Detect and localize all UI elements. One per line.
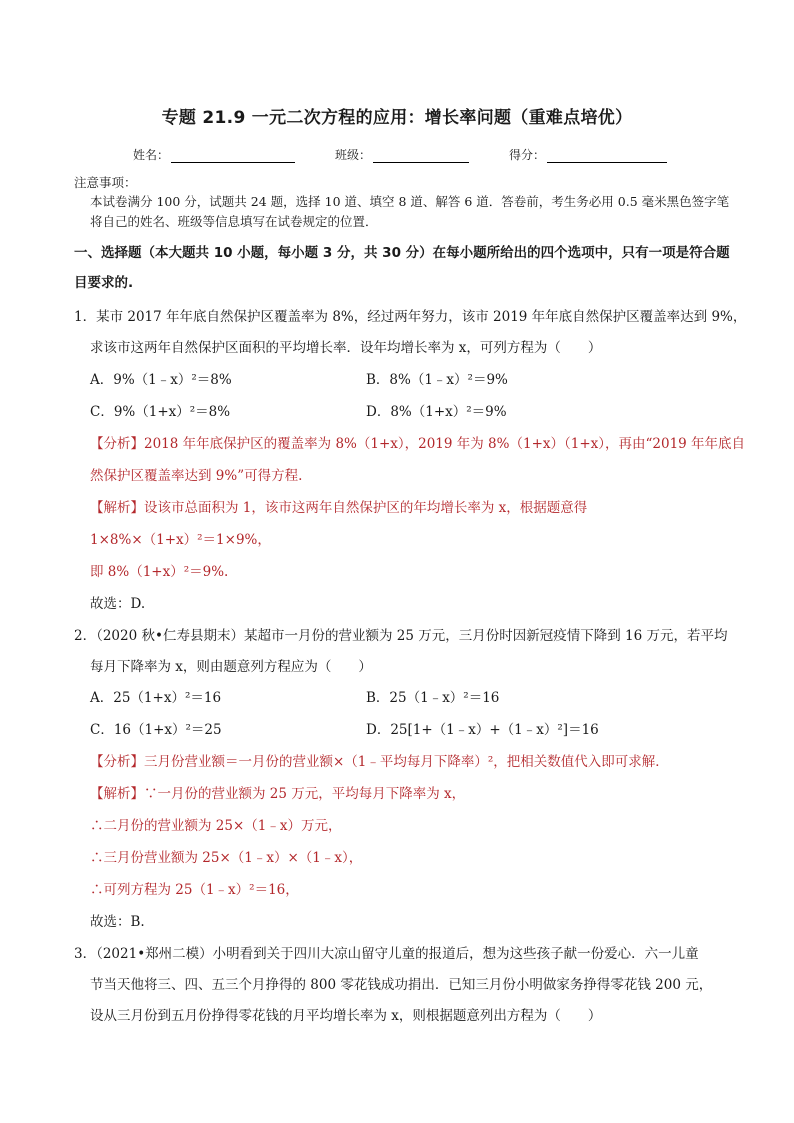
section-heading: 一、选择题（本大题共 10 小题，每小题 3 分，共 30 分）在每小题所给出的四个选项中，只有一项是符合题目要求的. (74, 245, 730, 291)
score-blank[interactable] (547, 150, 667, 163)
q3-stem-line2: 节当天他将三、四、五三个月挣得的 800 零花钱成功捐出．已知三月份小明做家务挣得零花钱 200 元， (90, 977, 713, 993)
analysis-tag: 【分析】 (90, 754, 144, 770)
q2-option-d: D．25[1+（1﹣x）+（1﹣x）²]＝16 (366, 722, 599, 738)
solution-tag: 【解析】 (90, 786, 144, 802)
q1-option-a: A．9%（1﹣x）²＝8% (90, 372, 232, 388)
name-blank[interactable] (171, 150, 295, 163)
score-group (509, 146, 667, 163)
q3-stem-line3: 设从三月份到五月份挣得零花钱的月平均增长率为 x，则根据题意列出方程为（ ） (90, 1008, 602, 1024)
q2-stem-line2: 每月下降率为 x，则由题意列方程应为（ ） (90, 659, 372, 675)
notes-title: 注意事项： (74, 175, 137, 190)
q1-option-d: D．8%（1+x）²＝9% (366, 404, 507, 420)
q1-analysis-line2: 然保护区覆盖率达到 9%”可得方程. (90, 468, 303, 484)
class-blank[interactable] (373, 150, 469, 163)
q1-analysis-line1 (90, 432, 745, 452)
q1-solution-line3: 即 8%（1+x）²＝9%. (90, 564, 229, 580)
solution-tag: 【解析】 (90, 500, 144, 516)
q2-option-c: C．16（1+x）²＝25 (90, 722, 222, 738)
q1-answer: 故选：D. (90, 596, 146, 612)
q1-stem-line2: 求该市这两年自然保护区面积的平均增长率．设年均增长率为 x，可列方程为（ ） (90, 340, 602, 356)
q2-solution-line4: ∴可列方程为 25（1﹣x）²＝16， (90, 882, 299, 898)
score-label: 得分： (509, 148, 546, 162)
page-title: 专题 21.9 一元二次方程的应用：增长率问题（重难点培优） (161, 108, 633, 128)
q2-solution-line3: ∴三月份营业额为 25×（1﹣x）×（1﹣x）， (90, 850, 363, 866)
student-info-row (133, 146, 707, 163)
q1-analysis-text: 2018 年年底保护区的覆盖率为 8%（1+x），2019 年为 8%（1+x）（1+x），再由“2019 年年底自 (144, 436, 746, 452)
analysis-tag: 【分析】 (90, 436, 144, 452)
q2-analysis-text: 三月份营业额＝一月份的营业额×（1﹣平均每月下降率）²，把相关数值代入即可求解． (144, 754, 669, 770)
name-group (133, 146, 295, 163)
q3-stem-line1: 3．（2021•郑州二模）小明看到关于四川大凉山留守儿童的报道后，想为这些孩子献一份爱心．六一儿童 (74, 946, 699, 962)
q2-solution-text: ∵一月份的营业额为 25 万元，平均每月下降率为 x， (144, 786, 466, 802)
q2-answer: 故选：B. (90, 914, 145, 930)
q1-stem-line1: 1．某市 2017 年年底自然保护区覆盖率为 8%，经过两年努力，该市 2019 年年底自然保护区覆盖率达到 9%， (74, 309, 747, 325)
class-label: 班级： (335, 148, 372, 162)
q2-solution-line2: ∴二月份的营业额为 25×（1﹣x）万元， (90, 818, 342, 834)
class-group (335, 146, 469, 163)
q2-option-a: A．25（1+x）²＝16 (90, 690, 222, 706)
q1-option-b: B．8%（1﹣x）²＝9% (366, 372, 508, 388)
q1-solution-text: 设该市总面积为 1，该市这两年自然保护区的年均增长率为 x，根据题意得 (144, 500, 588, 516)
notes-body: 本试卷满分 100 分，试题共 24 题，选择 10 道、填空 8 道、解答 6 道．答卷前，考生务必用 0.5 毫米黑色签字笔将自己的姓名、班级等信息填写在试卷规定的位置． (90, 194, 730, 229)
q2-option-b: B．25（1﹣x）²＝16 (366, 690, 500, 706)
q2-stem-line1: 2．（2020 秋•仁寿县期末）某超市一月份的营业额为 25 万元，三月份时因新冠疫情下降到 16 万元，若平均 (74, 628, 728, 644)
q2-solution-line1 (90, 782, 465, 802)
q2-analysis-line1 (90, 750, 669, 770)
q1-solution-line2: 1×8%×（1+x）²＝1×9%， (90, 532, 271, 548)
q1-solution-line1 (90, 496, 587, 516)
q1-option-c: C．9%（1+x）²＝8% (90, 404, 231, 420)
name-label: 姓名： (133, 148, 170, 162)
